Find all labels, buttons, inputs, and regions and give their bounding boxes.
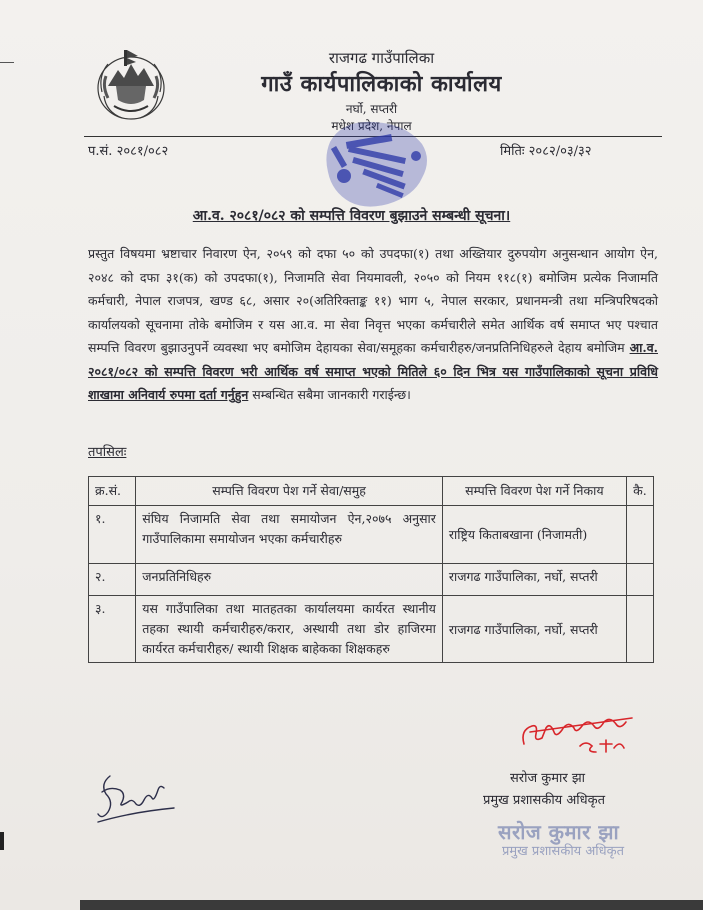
table-cell	[626, 596, 653, 663]
table-cell: ३.	[89, 596, 136, 663]
table-cell: २.	[89, 564, 136, 596]
table-row	[89, 596, 654, 663]
body-closing: सम्बन्धित सबैमा जानकारी गराईन्छ।	[248, 387, 411, 402]
notice-subject	[0, 206, 703, 225]
margin-mark	[0, 832, 4, 850]
table-cell	[626, 506, 653, 564]
name-stamp: सरोज कुमार झा	[498, 820, 620, 844]
letter-date: मितिः २०८२/०३/३२	[500, 144, 592, 159]
signatory-designation: प्रमुख प्रशासकीय अधिकृत	[483, 793, 606, 808]
reference-number: प.सं. २०८१/०८२	[88, 144, 169, 159]
column-header: क्र.सं.	[89, 477, 136, 506]
notice-body	[88, 242, 658, 407]
table-cell: जनप्रतिनिधिहरु	[136, 564, 443, 596]
schedule-label: तपसिलः	[88, 445, 127, 460]
municipality-name: राजगढ गाउँपालिका	[328, 49, 435, 67]
table-cell: संघिय निजामति सेवा तथा समायोजन ऐन,२०७५ अनुसार गाउँपालिकामा समायोजन भएका कर्मचारीहरु	[136, 506, 443, 564]
table-cell: राष्ट्रिय किताबखाना (निजामती)	[442, 506, 626, 564]
schedule-table	[88, 476, 654, 663]
column-header: कै.	[626, 477, 653, 506]
address-line: मधेश प्रदेश, नेपाल	[331, 119, 412, 133]
table-header-row	[89, 477, 654, 506]
subject-text: आ.व. २०८१/०८२ को सम्पत्ति विवरण बुझाउने सम्बन्धी सूचना।	[192, 208, 511, 224]
column-header: सम्पत्ति विवरण पेश गर्ने निकाय	[442, 477, 626, 506]
table-row	[89, 564, 654, 596]
handwritten-signature-icon	[516, 708, 636, 758]
table-cell: १.	[89, 506, 136, 564]
table-cell	[626, 564, 653, 596]
designation-stamp: प्रमुख प्रशासकीय अधिकृत	[502, 844, 625, 859]
scan-edge	[80, 900, 703, 910]
body-text: प्रस्तुत विषयमा भ्रष्टाचार निवारण ऐन, २०५९ को दफा ५० को उपदफा(१) तथा अख्तियार दुरुपयोग अनुसन्धान आयोग ऐन, २०४८ को दफा ३१(क) को उपदफा(१), निजामति सेवा नियमावली, २०५० को नियम ११८(१) बमोजिम प्रत्येक निजामति कर्मचारी, नेपाल राजपत्र, खण्ड ६८, असार २०(अतिरिक्ताङ्क ११) भाग ५, नेपाल सरकार, प्रधानमन्त्री तथा मन्त्रिपरिषदको कार्यालयको सूचनामा तोके बमोजिम र यस आ.व. मा सेवा निवृत्त भएका कर्मचारीले समेत आर्थिक वर्ष समाप्त भए पश्चात सम्पत्ति विवरण बुझाउनुपर्ने व्यवस्था भए बमोजिम देहायका सेवा/समूहका कर्मचारीहरु/जनप्रतिनिधिहरुले देहाय बमोजिम	[88, 246, 658, 355]
signatory-name: सरोज कुमार झा	[510, 771, 586, 786]
margin-mark	[0, 62, 14, 63]
address-line: नर्घो, सप्तरी	[345, 102, 398, 116]
table-cell: राजगढ गाउँपालिका, नर्घो, सप्तरी	[442, 596, 626, 663]
office-stamp-icon	[322, 116, 434, 216]
handwritten-signature-icon	[92, 768, 178, 828]
body-emphasis: आ.व. २०८१/०८२ को सम्पत्ति विवरण भरी आर्थिक वर्ष समाप्त भएको मितिले ६० दिन भित्र यस गाउँपालिकाको सूचना प्रविधि शाखामा अनिवार्य रुपमा दर्ता गर्नुहुन	[88, 340, 658, 402]
table-row	[89, 506, 654, 564]
table-cell: यस गाउँपालिका तथा मातहतका कार्यालयमा कार्यरत स्थानीय तहका स्थायी कर्मचारीहरु/करार, अस्थायी तथा डोर हाजिरमा कार्यरत कर्मचारीहरु/ स्थायी शिक्षक बाहेकका शिक्षकहरु	[136, 596, 443, 663]
table-cell: राजगढ गाउँपालिका, नर्घो, सप्तरी	[442, 564, 626, 596]
office-title: गाउँ कार्यपालिकाको कार्यालय	[261, 72, 502, 97]
column-header: सम्पत्ति विवरण पेश गर्ने सेवा/समुह	[136, 477, 443, 506]
